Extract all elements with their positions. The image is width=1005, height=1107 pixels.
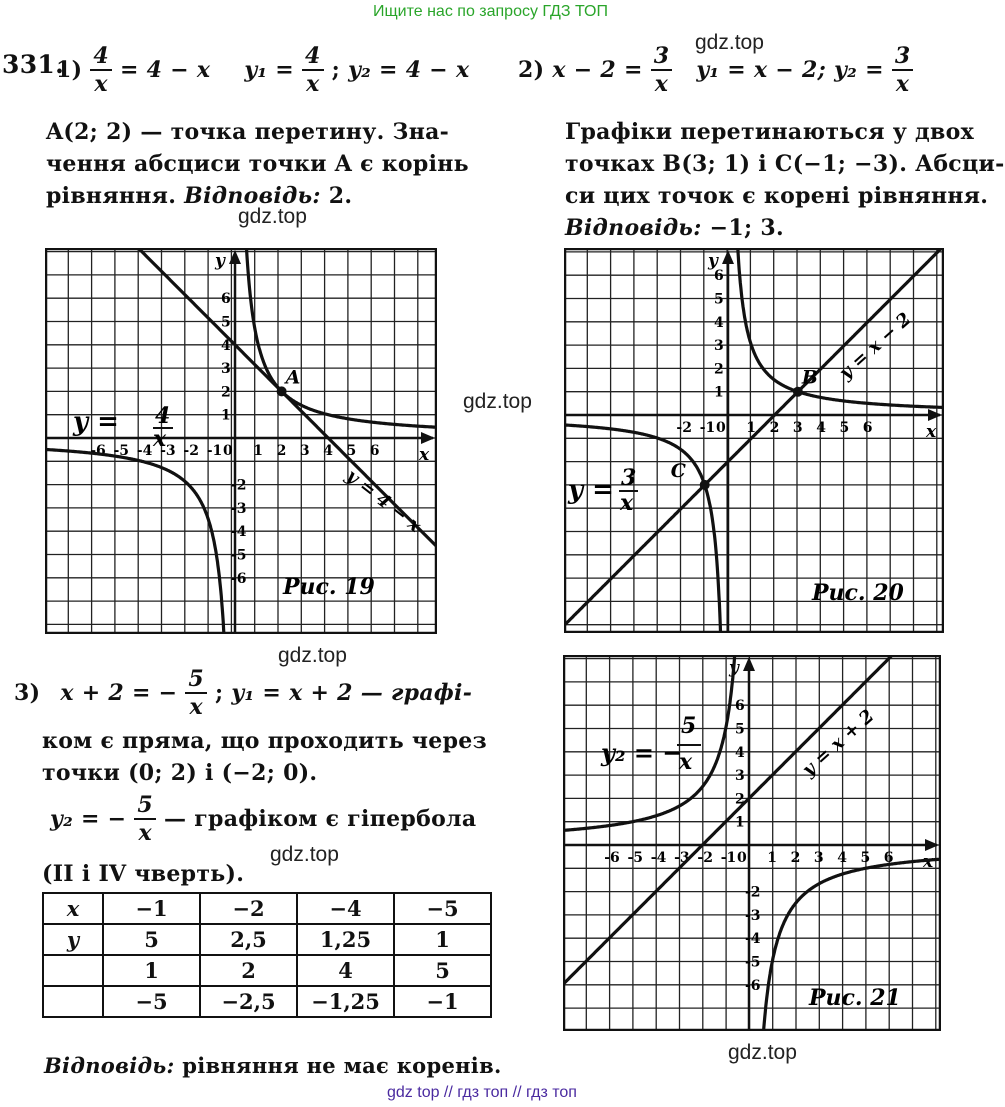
watermark: gdz.top xyxy=(695,31,764,54)
numerator: 4 xyxy=(90,45,112,71)
part2-text xyxy=(565,116,1005,244)
figure-20 xyxy=(564,248,944,633)
denominator: x xyxy=(94,71,108,97)
point-label: A xyxy=(285,366,301,389)
x-tick-label: -1 xyxy=(699,420,716,436)
y-tick-label: 1 xyxy=(221,407,231,424)
table-cell: 1,25 xyxy=(297,924,394,955)
curve-label: y = xyxy=(73,407,119,437)
x-tick-label: 5 xyxy=(860,850,871,866)
text-line: Графіки перетинаються у двох xyxy=(565,119,974,145)
footer-links[interactable]: gdz top // гдз топ // гдз топ xyxy=(387,1084,577,1101)
text-line xyxy=(46,180,469,212)
y-tick-label: 3 xyxy=(221,361,231,378)
x-tick-label: 0 xyxy=(716,420,726,436)
watermark: gdz.top xyxy=(463,390,532,413)
y-tick-label: -4 xyxy=(231,524,247,541)
figure-19 xyxy=(45,248,437,634)
part1-eq-rhs: = 4 − x xyxy=(119,57,211,83)
x-axis-label: x xyxy=(926,422,937,442)
y-tick-label: 5 xyxy=(221,314,231,331)
y-tick-label: -2 xyxy=(745,884,761,901)
y-tick-label: -6 xyxy=(745,977,761,994)
table-cell: −1,25 xyxy=(297,986,394,1017)
line-series xyxy=(564,248,944,626)
separator: ; xyxy=(215,680,224,706)
y-tick-label: -6 xyxy=(231,570,247,587)
curve-label-num: 4 xyxy=(155,403,171,429)
y-tick-label: 6 xyxy=(221,291,231,308)
y-tick-label: 3 xyxy=(714,338,724,355)
y-tick-label: 4 xyxy=(221,337,231,354)
x-tick-label: 4 xyxy=(837,850,847,866)
part1-y1-fraction xyxy=(302,45,324,95)
curve-label-den: x xyxy=(153,426,167,452)
table-cell: 2,5 xyxy=(200,924,297,955)
x-tick-label: 2 xyxy=(276,443,287,459)
x-tick-label: 1 xyxy=(767,850,778,866)
denominator: x xyxy=(189,694,203,720)
y-tick-label: 2 xyxy=(735,791,745,808)
answer-value: −1; 3. xyxy=(709,215,784,241)
x-tick-label: -3 xyxy=(160,443,176,459)
answer-label: Відповідь: xyxy=(565,215,702,241)
x-tick-label: -2 xyxy=(183,443,199,459)
y-axis-label: y xyxy=(215,251,225,271)
table-cell: 1 xyxy=(103,955,200,986)
figure-21-group xyxy=(563,655,941,1031)
y-tick-label: -4 xyxy=(745,931,761,948)
part2-eq-fraction xyxy=(651,45,673,95)
answer-label: Відповідь: xyxy=(184,183,321,209)
x-tick-label: 1 xyxy=(746,420,757,436)
text-line: точках B(3; 1) і C(−1; −3). Абсци- xyxy=(565,151,1005,177)
x-tick-label: -4 xyxy=(136,443,153,459)
line-label: y = x − 2 xyxy=(835,308,916,384)
figure-caption: Рис. 21 xyxy=(809,985,901,1011)
table-cell: 1 xyxy=(394,924,491,955)
y-axis-label: y xyxy=(729,658,739,678)
y-tick-label: -5 xyxy=(745,954,761,971)
table-cell: −5 xyxy=(103,986,200,1017)
denominator: x xyxy=(654,71,669,97)
x-tick-label: 2 xyxy=(790,850,801,866)
table-cell: −4 xyxy=(297,893,394,924)
line-label: y = x + 2 xyxy=(798,705,879,781)
x-tick-label: -6 xyxy=(90,443,106,459)
table-row xyxy=(43,924,491,955)
y-tick-label: 2 xyxy=(221,384,231,401)
watermark: gdz.top xyxy=(728,1041,797,1064)
x-tick-label: 3 xyxy=(813,850,824,866)
curve-label-den: x xyxy=(679,749,693,775)
table-cell: 2 xyxy=(200,955,297,986)
y-tick-label: 5 xyxy=(735,721,745,738)
part3-y2-rhs: — графіком є гіпербола xyxy=(164,806,477,832)
part2-label: 2) xyxy=(518,57,545,83)
table-cell xyxy=(43,986,103,1017)
numerator: 5 xyxy=(185,668,207,694)
line-label: y = 4 − x xyxy=(341,465,425,537)
table-cell: −1 xyxy=(394,986,491,1017)
table-row xyxy=(43,955,491,986)
y-tick-label: 6 xyxy=(714,268,724,285)
figure-caption: Рис. 19 xyxy=(283,574,375,600)
part3-y1: y₁ = x + 2 — графі- xyxy=(231,680,473,706)
curve-label: y₂ = − xyxy=(601,738,683,767)
x-tick-label: 0 xyxy=(737,850,747,866)
table-cell: −2,5 xyxy=(200,986,297,1017)
denominator: x xyxy=(138,820,152,846)
intersection-point xyxy=(700,480,710,490)
figure-20-group xyxy=(564,248,944,633)
denominator: x xyxy=(895,71,910,97)
task-number: 331. xyxy=(2,50,65,79)
promo-header[interactable]: Ищите нас по запросу ГДЗ ТОП xyxy=(373,3,608,20)
graph-frame xyxy=(564,656,940,1030)
y-tick-label: -3 xyxy=(231,500,247,517)
answer-value: 2. xyxy=(328,183,353,209)
part1-equation xyxy=(56,45,469,95)
y-tick-label: 6 xyxy=(735,698,745,715)
watermark: gdz.top xyxy=(238,205,307,228)
text-line: A(2; 2) — точка перетину. Зна- xyxy=(46,119,450,145)
part1-y2: y₂ = 4 − x xyxy=(348,57,470,83)
x-tick-label: 6 xyxy=(883,850,894,866)
x-tick-label: -6 xyxy=(604,850,620,866)
text-line: чення абсциси точки A є корінь xyxy=(46,151,469,177)
text-line: ком є пряма, що проходить через xyxy=(42,728,487,754)
curve-label-den: x xyxy=(620,490,634,516)
part3-equation xyxy=(14,668,472,718)
part2-equation xyxy=(518,45,913,95)
y-tick-label: 4 xyxy=(714,314,724,331)
curve-label-num: 3 xyxy=(621,465,637,491)
separator: ; xyxy=(331,57,341,83)
y-tick-label: -5 xyxy=(231,547,247,564)
x-axis-label: x xyxy=(419,445,430,465)
numerator: 5 xyxy=(134,794,156,820)
text-line xyxy=(565,212,1005,244)
part3-eq-fraction xyxy=(185,668,207,718)
numerator: 4 xyxy=(302,45,324,71)
point-label: C xyxy=(670,459,686,482)
table-cell: 5 xyxy=(103,924,200,955)
graph-frame xyxy=(565,249,943,632)
y-tick-label: 3 xyxy=(735,768,745,785)
denominator: x xyxy=(306,71,320,97)
x-tick-label: -5 xyxy=(113,443,130,459)
table-cell: −2 xyxy=(200,893,297,924)
part2-y2-fraction xyxy=(892,45,914,95)
y-tick-label: -3 xyxy=(745,907,761,924)
table-cell: −1 xyxy=(103,893,200,924)
figure-19-group xyxy=(45,248,437,634)
x-tick-label: 4 xyxy=(816,420,826,436)
part1-label: 1) xyxy=(56,57,83,83)
x-tick-label: -2 xyxy=(697,850,713,866)
y-tick-label: 5 xyxy=(714,291,724,308)
x-tick-label: 4 xyxy=(323,443,333,459)
x-tick-label: 6 xyxy=(369,443,380,459)
figure-21 xyxy=(563,655,941,1031)
x-tick-label: 3 xyxy=(792,420,803,436)
x-tick-label: 5 xyxy=(839,420,850,436)
part2-y1: y₁ = x − 2; xyxy=(696,57,827,83)
part2-eq-lhs: x − 2 = xyxy=(552,57,643,83)
y-tick-label: 1 xyxy=(735,814,745,831)
table-cell: 4 xyxy=(297,955,394,986)
curve-label-num: 5 xyxy=(681,713,697,739)
x-tick-label: -2 xyxy=(676,420,692,436)
numerator: 3 xyxy=(651,45,673,71)
part3-y2-fraction xyxy=(134,794,156,844)
hyperbola-branch xyxy=(45,449,225,634)
x-tick-label: 6 xyxy=(862,420,873,436)
part3-answer xyxy=(44,1053,502,1078)
x-axis-arrow xyxy=(421,432,435,444)
x-tick-label: -3 xyxy=(674,850,690,866)
x-tick-label: 0 xyxy=(223,443,233,459)
answer-value: рівняння не має коренів. xyxy=(182,1053,502,1078)
text-line: точки (0; 2) і (−2; 0). xyxy=(42,760,318,786)
x-axis-arrow xyxy=(925,839,939,851)
values-table xyxy=(42,892,492,1018)
x-tick-label: 1 xyxy=(253,443,264,459)
part3-y2 xyxy=(50,794,476,844)
table-cell: y xyxy=(43,924,103,955)
x-tick-label: -1 xyxy=(206,443,223,459)
x-tick-label: 5 xyxy=(346,443,357,459)
x-tick-label: 2 xyxy=(769,420,780,436)
x-tick-label: -4 xyxy=(650,850,667,866)
quarter-note: (II і IV чверть). xyxy=(42,861,245,887)
part1-y1-lhs: y₁ = xyxy=(244,57,295,83)
table-cell: 5 xyxy=(394,955,491,986)
y-axis-label: y xyxy=(708,251,718,271)
y-tick-label: 4 xyxy=(735,744,745,761)
x-axis-label: x xyxy=(923,852,934,872)
table-cell: −5 xyxy=(394,893,491,924)
part3-label: 3) xyxy=(14,680,41,706)
x-tick-label: -5 xyxy=(627,850,644,866)
table-row xyxy=(43,986,491,1017)
part1-text xyxy=(46,116,469,212)
text-line: си цих точок є корені рівняння. xyxy=(565,183,989,209)
y-tick-label: 1 xyxy=(714,384,724,401)
curve-label: y = xyxy=(568,475,614,505)
table-cell xyxy=(43,955,103,986)
part3-y2-lhs: y₂ = − xyxy=(50,806,127,832)
table-cell: x xyxy=(43,893,103,924)
part1-eq-fraction xyxy=(90,45,112,95)
figure-caption: Рис. 20 xyxy=(812,580,904,606)
x-axis-arrow xyxy=(928,409,942,421)
part3-eq-lhs: x + 2 = − xyxy=(60,680,178,706)
table-row xyxy=(43,893,491,924)
watermark: gdz.top xyxy=(278,644,347,667)
watermark: gdz.top xyxy=(270,843,339,866)
y-tick-label: -2 xyxy=(231,477,247,494)
part2-y2-lhs: y₂ = xyxy=(834,57,884,83)
x-tick-label: -1 xyxy=(720,850,737,866)
y-tick-label: 2 xyxy=(714,361,724,378)
x-tick-label: 3 xyxy=(299,443,310,459)
numerator: 3 xyxy=(892,45,914,71)
part3-text xyxy=(42,725,487,789)
point-label: B xyxy=(801,366,818,389)
text-line-part: рівняння. xyxy=(46,183,177,209)
answer-label: Відповідь: xyxy=(44,1053,175,1078)
